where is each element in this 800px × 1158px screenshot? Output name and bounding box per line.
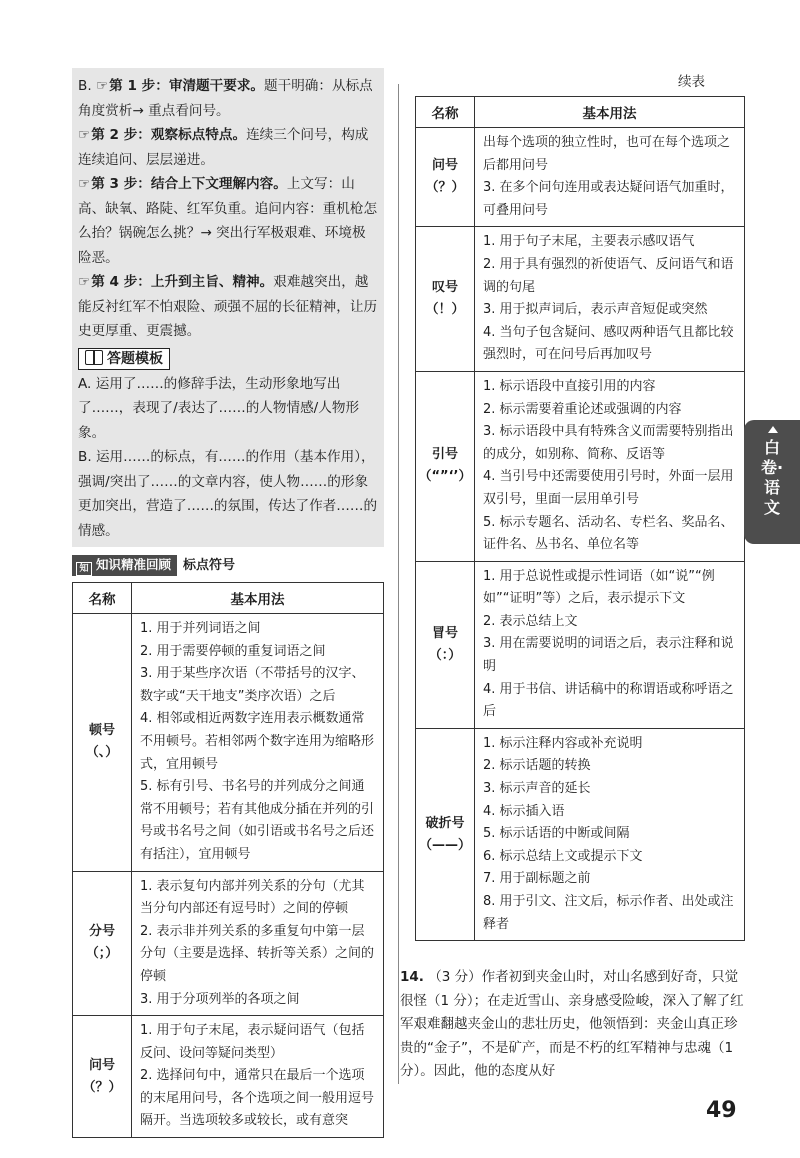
punctuation-usage bbox=[475, 227, 745, 372]
template-a: A. 运用了……的修辞手法，生动形象地写出了……，表现了/表达了……的人物情感/人物形象。 bbox=[78, 375, 360, 441]
punctuation-table-right bbox=[415, 96, 745, 941]
usage-item: 1. 用于总说性或提示性词语（如“说”“例如”“证明”等）之后，表示提示下文 bbox=[483, 568, 715, 607]
punctuation-name-text: 冒号 bbox=[431, 625, 458, 641]
punctuation-row bbox=[416, 128, 745, 227]
right-column bbox=[415, 96, 745, 941]
punctuation-row bbox=[73, 614, 384, 872]
pointing-hand-icon: ☞ bbox=[78, 127, 91, 143]
continued-label: 续表 bbox=[678, 74, 705, 90]
book-icon bbox=[85, 350, 103, 365]
punctuation-name-text: 问号 bbox=[431, 158, 458, 174]
side-tab-label: 白卷·语文 bbox=[760, 438, 784, 517]
punctuation-row bbox=[73, 1016, 384, 1138]
punctuation-symbol: （：） bbox=[428, 647, 462, 663]
triangle-up-icon bbox=[768, 426, 778, 433]
punctuation-usage bbox=[132, 614, 384, 872]
punctuation-symbol: （；） bbox=[85, 946, 119, 962]
question-14-answer bbox=[400, 966, 745, 1084]
usage-item: 1. 用于句子末尾，主要表示感叹语气 bbox=[483, 234, 695, 250]
step-2: ☞第 2 步：观察标点特点。连续三个问号，构成连续追问、层层递进。 bbox=[78, 123, 378, 172]
header-name: 名称 bbox=[416, 97, 475, 128]
usage-item: 1. 标示语段中直接引用的内容 bbox=[483, 378, 656, 394]
pointing-hand-icon: ☞ bbox=[78, 176, 91, 192]
usage-item: 3. 用于分项列举的各项之间 bbox=[140, 991, 300, 1007]
punctuation-name bbox=[416, 227, 475, 372]
usage-item: 2. 标示话题的转换 bbox=[483, 758, 591, 774]
section-title: 标点符号 bbox=[183, 558, 236, 573]
usage-item: 4. 当句子包含疑问、感叹两种语气且都比较强烈时，可在问号后再加叹号 bbox=[483, 324, 734, 363]
usage-item: 1. 标示注释内容或补充说明 bbox=[483, 735, 643, 751]
usage-item: 6. 标示总结上文或提示下文 bbox=[483, 848, 643, 864]
column-divider bbox=[398, 84, 399, 1084]
punctuation-name-text: 引号 bbox=[431, 447, 458, 463]
punctuation-usage bbox=[132, 1016, 384, 1138]
step-1: B. ☞第 1 步：审清题干要求。题干明确：从标点角度赏析→ 重点看问号。 bbox=[78, 74, 378, 123]
knowledge-icon: 知 bbox=[76, 562, 92, 576]
template-b: B. 运用……的标点，有……的作用（基本作用），强调/突出了……的文章内容，使人物……的形象更加突出，营造了……的氛围，传达了作者……的情感。 bbox=[78, 449, 378, 539]
punctuation-name bbox=[416, 128, 475, 227]
question-text: （3 分）作者初到夹金山时，对山名感到好奇，只觉很怪（1 分）；在走近雪山、亲身感受险峻，深入了解了红军艰难翻越夹金山的悲壮历史，他领悟到：夹金山真正珍贵的“金子”，不是矿产，而是不朽的红军精神与忠魂（1 分）。因此，他的态度从好 bbox=[400, 969, 744, 1079]
side-tab bbox=[744, 420, 800, 544]
punctuation-name bbox=[416, 728, 475, 940]
usage-item: 4. 标示插入语 bbox=[483, 803, 565, 819]
left-column bbox=[72, 68, 384, 1138]
punctuation-name bbox=[416, 371, 475, 561]
punctuation-name-text: 叹号 bbox=[431, 280, 458, 296]
punctuation-name-text: 问号 bbox=[88, 1057, 115, 1073]
usage-item: 出每个选项的独立性时，也可在每个选项之后都用问号 bbox=[483, 135, 731, 173]
usage-item: 4. 用于书信、讲话稿中的称谓语或称呼语之后 bbox=[483, 681, 734, 720]
usage-item: 5. 标有引号、书名号的并列成分之间通常不用顿号；若有其他成分插在并列的引号或书名号之间（如引语或书名号之后还有括注），宜用顿号 bbox=[140, 779, 375, 862]
punctuation-row bbox=[73, 871, 384, 1016]
pointing-hand-icon: ☞ bbox=[95, 78, 109, 94]
usage-item: 2. 标示需要着重论述或强调的内容 bbox=[483, 401, 682, 417]
section-tag: 知 知识精准回顾 bbox=[72, 555, 177, 576]
question-number: 14. bbox=[400, 969, 424, 985]
usage-item: 3. 用于拟声词后，表示声音短促或突然 bbox=[483, 302, 708, 318]
punctuation-row bbox=[416, 227, 745, 372]
punctuation-table-left bbox=[72, 582, 384, 1138]
usage-item: 4. 当引号中还需要使用引号时，外面一层用双引号，里面一层用单引号 bbox=[483, 469, 734, 507]
punctuation-name-text: 顿号 bbox=[88, 723, 115, 739]
section-heading bbox=[72, 555, 384, 576]
punctuation-symbol: （？） bbox=[82, 1079, 122, 1095]
punctuation-symbol: （？） bbox=[425, 180, 465, 196]
answer-steps-box bbox=[72, 68, 384, 547]
usage-item: 1. 用于句子末尾，表示疑问语气（包括反问、设问等疑问类型） bbox=[140, 1023, 365, 1061]
punctuation-usage bbox=[475, 371, 745, 561]
usage-item: 2. 表示总结上文 bbox=[483, 613, 578, 629]
usage-item: 4. 相邻或相近两数字连用表示概数通常不用顿号。若相邻两个数字连用为缩略形式，宜用顿号 bbox=[140, 711, 375, 772]
punctuation-usage bbox=[475, 128, 745, 227]
usage-item: 3. 标示语段中具有特殊含义而需要特别指出的成分，如别称、简称、反语等 bbox=[483, 424, 734, 462]
template-heading: 答题模板 bbox=[78, 348, 170, 370]
punctuation-name-text: 分号 bbox=[88, 924, 115, 940]
punctuation-usage bbox=[132, 871, 384, 1016]
header-usage: 基本用法 bbox=[132, 583, 384, 614]
usage-item: 3. 用在需要说明的词语之后，表示注释和说明 bbox=[483, 636, 734, 675]
punctuation-symbol: （！） bbox=[425, 302, 465, 318]
usage-item: 2. 表示非并列关系的多重复句中第一层分句（主要是选择、转折等关系）之间的停顿 bbox=[140, 923, 375, 984]
usage-item: 8. 用于引文、注文后，标示作者、出处或注释者 bbox=[483, 894, 734, 932]
usage-item: 1. 用于并列词语之间 bbox=[140, 621, 261, 636]
usage-item: 2. 用于具有强烈的祈使语气、反问语气和语调的句尾 bbox=[483, 256, 734, 295]
pointing-hand-icon: ☞ bbox=[78, 274, 91, 290]
punctuation-usage bbox=[475, 561, 745, 728]
punctuation-row bbox=[416, 728, 745, 940]
punctuation-symbol: （——） bbox=[418, 837, 471, 853]
header-name: 名称 bbox=[73, 583, 132, 614]
usage-item: 5. 标示专题名、活动名、专栏名、奖品名、证件名、丛书名、单位名等 bbox=[483, 514, 734, 553]
punctuation-row bbox=[416, 371, 745, 561]
punctuation-row bbox=[416, 561, 745, 728]
usage-item: 3. 在多个问句连用或表达疑问语气加重时，可叠用问号 bbox=[483, 180, 734, 218]
usage-item: 5. 标示话语的中断或间隔 bbox=[483, 826, 630, 842]
punctuation-name-text: 破折号 bbox=[425, 815, 465, 831]
usage-item: 1. 表示复句内部并列关系的分句（尤其当分句内部还有逗号时）之间的停顿 bbox=[140, 878, 365, 917]
punctuation-name bbox=[416, 561, 475, 728]
usage-item: 3. 用于某些序次语（不带括号的汉字、数字或“天干地支”类序次语）之后 bbox=[140, 666, 365, 704]
header-usage: 基本用法 bbox=[475, 97, 745, 128]
page-number: 49 bbox=[706, 1098, 737, 1123]
punctuation-usage bbox=[475, 728, 745, 940]
usage-item: 2. 选择问句中，通常只在最后一个选项的末尾用问号，各个选项之间一般用逗号隔开。当选项较多或较长，或有意突 bbox=[140, 1068, 375, 1129]
punctuation-name bbox=[73, 614, 132, 872]
usage-item: 2. 用于需要停顿的重复词语之间 bbox=[140, 643, 326, 659]
punctuation-name bbox=[73, 1016, 132, 1138]
usage-item: 3. 标示声音的延长 bbox=[483, 781, 591, 797]
step-4: ☞第 4 步：上升到主旨、精神。艰难越突出，越能反衬红军不怕艰险、顽强不屈的长征精神，让历史更厚重、更震撼。 bbox=[78, 270, 378, 344]
punctuation-symbol: （“”‘’） bbox=[418, 469, 472, 485]
step-3: ☞第 3 步：结合上下文理解内容。上文写：山高、缺氧、路陡、红军负重。追问内容：重机枪怎么抬？锅碗怎么挑？→ 突出行军极艰难、环境极险恶。 bbox=[78, 172, 378, 270]
punctuation-name bbox=[73, 871, 132, 1016]
punctuation-symbol: （、） bbox=[85, 745, 119, 761]
usage-item: 7. 用于副标题之前 bbox=[483, 871, 591, 887]
